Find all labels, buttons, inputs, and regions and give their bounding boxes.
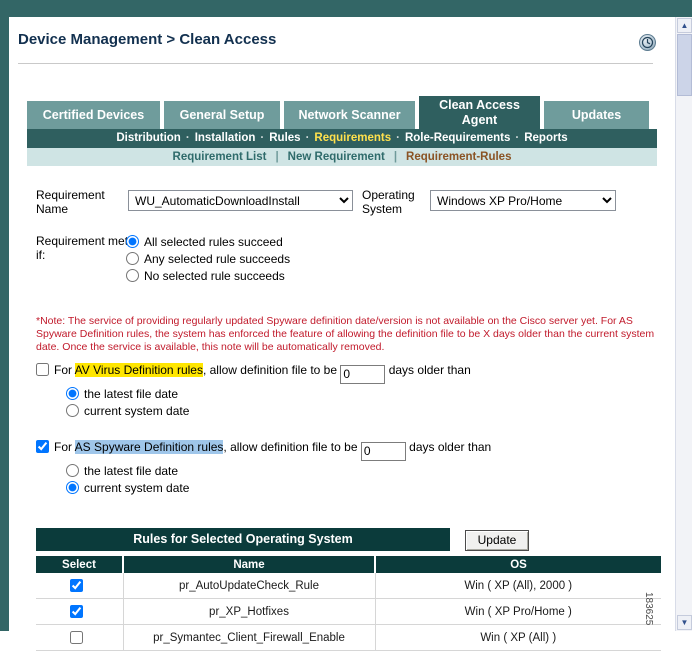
subnav-separator: · [260, 132, 265, 144]
av-date-basis-group [66, 386, 189, 420]
av-date-basis-option[interactable] [66, 403, 189, 420]
table-row [36, 573, 661, 599]
av-virus-definition-middle-text: , allow definition file to be [202, 363, 341, 377]
av-virus-definition-suffix-text: days older than [385, 363, 471, 377]
figure-reference: 183625 [643, 591, 654, 625]
as-date-basis-radio[interactable] [66, 481, 79, 494]
requirement-met-if-option[interactable] [126, 268, 290, 285]
subnav2-item-requirement-list[interactable]: Requirement List [172, 151, 267, 163]
subnav-separator: · [185, 132, 190, 144]
tab-certified-devices[interactable]: Certified Devices [27, 101, 160, 129]
av-date-basis-option[interactable] [66, 386, 189, 403]
as-spyware-definition-suffix-text: days older than [405, 440, 492, 454]
as-spyware-definition-checkbox[interactable] [36, 440, 49, 453]
rules-table [36, 556, 661, 651]
table-header-row [36, 556, 661, 573]
row-select-checkbox[interactable] [70, 631, 83, 644]
spyware-note: *Note: The service of providing regularly updated Spyware definition date/version is not available on the Cisco server yet. For AS Spyware Definition rules, the system has enforced the feature of allowing the definition file to be X days older than the current system date. Once the service is available, this note will be automatically removed. [36, 315, 655, 353]
column-header-name: Name [123, 556, 375, 573]
top-accent-bar [0, 0, 692, 17]
requirement-met-if-label: Any selected rule succeeds [144, 252, 291, 266]
requirement-met-if-label: All selected rules succeed [144, 235, 283, 249]
subnav2-item-requirement-rules[interactable]: Requirement-Rules [406, 151, 512, 163]
as-spyware-definition-row [36, 438, 491, 461]
subnav2-item-new-requirement[interactable]: New Requirement [287, 151, 385, 163]
requirement-name-select[interactable] [128, 190, 353, 211]
row-os-cell: Win ( XP Pro/Home ) [375, 599, 661, 625]
subnav-item-role-requirements[interactable]: Role-Requirements [404, 132, 511, 144]
subnav-item-distribution[interactable]: Distribution [116, 132, 181, 144]
tab-clean-access-agent[interactable]: Clean Access Agent [419, 96, 540, 129]
breadcrumb-root[interactable]: Device Management [18, 31, 163, 48]
requirement-met-if-group [126, 234, 290, 285]
as-date-basis-option[interactable] [66, 480, 189, 497]
av-date-basis-label: current system date [84, 404, 190, 418]
av-date-basis-label: the latest file date [84, 387, 179, 401]
requirement-met-if-radio[interactable] [126, 269, 139, 282]
tab-general-setup[interactable]: General Setup [164, 101, 280, 129]
tab-network-scanner[interactable]: Network Scanner [284, 101, 415, 129]
requirement-met-if-label: No selected rule succeeds [144, 269, 285, 283]
tab-bar [27, 96, 657, 129]
as-spyware-definition-highlight-text: AS Spyware Definition rules [74, 440, 224, 454]
av-virus-definition-prefix-text: For [54, 363, 75, 377]
table-body [36, 573, 661, 651]
subnav-item-installation[interactable]: Installation [194, 132, 256, 144]
subnav-item-requirements[interactable]: Requirements [314, 132, 392, 144]
requirement-met-if-option[interactable] [126, 234, 290, 251]
av-virus-definition-row [36, 361, 471, 384]
av-virus-definition-highlight-text: AV Virus Definition rules [74, 363, 203, 377]
requirement-name-label: Requirement Name [36, 188, 105, 216]
av-date-basis-radio[interactable] [66, 387, 79, 400]
subnav-separator: · [396, 132, 400, 144]
av-date-basis-radio[interactable] [66, 404, 79, 417]
breadcrumb-current: Clean Access [179, 31, 277, 48]
row-select-checkbox[interactable] [70, 579, 83, 592]
subnav-separator: · [515, 132, 520, 144]
table-row [36, 599, 661, 625]
row-select-cell [36, 573, 123, 599]
requirement-met-if-radio[interactable] [126, 252, 139, 265]
subnav-item-rules[interactable]: Rules [269, 132, 301, 144]
row-os-cell: Win ( XP (All) ) [375, 625, 661, 651]
as-spyware-definition-days-input[interactable] [361, 442, 406, 461]
column-header-os: OS [375, 556, 661, 573]
scroll-up-icon[interactable]: ▲ [677, 18, 692, 33]
requirement-met-if-option[interactable] [126, 251, 290, 268]
content-area [10, 18, 674, 644]
row-select-cell [36, 625, 123, 651]
as-date-basis-option[interactable] [66, 463, 189, 480]
row-os-cell: Win ( XP (All), 2000 ) [375, 573, 661, 599]
av-virus-definition-days-input[interactable] [340, 365, 385, 384]
breadcrumb-separator: > [166, 31, 176, 48]
row-name-cell: pr_XP_Hotfixes [123, 599, 375, 625]
requirement-met-if-label: Requirement met if: [36, 234, 129, 262]
subnav2-separator: | [393, 151, 398, 163]
operating-system-select[interactable] [430, 190, 616, 211]
row-name-cell: pr_Symantec_Client_Firewall_Enable [123, 625, 375, 651]
table-row [36, 625, 661, 651]
update-button[interactable]: Update [465, 530, 529, 551]
sub-navigation-secondary [27, 148, 657, 166]
refresh-icon[interactable] [639, 34, 656, 51]
as-date-basis-label: current system date [84, 481, 190, 495]
subnav2-separator: | [275, 151, 279, 163]
requirement-met-if-radio[interactable] [126, 235, 139, 248]
as-date-basis-group [66, 463, 189, 497]
as-spyware-definition-prefix-text: For [54, 440, 75, 454]
left-accent-strip [0, 17, 9, 631]
subnav-separator: · [305, 132, 310, 144]
breadcrumb [18, 31, 276, 48]
rules-table-title: Rules for Selected Operating System [36, 528, 450, 551]
sub-navigation-primary [27, 129, 657, 148]
header-divider [18, 63, 653, 64]
av-virus-definition-checkbox[interactable] [36, 363, 49, 376]
scrollbar-thumb[interactable] [677, 34, 692, 96]
tab-updates[interactable]: Updates [544, 101, 649, 129]
page-scrollbar[interactable] [675, 17, 692, 631]
row-select-checkbox[interactable] [70, 605, 83, 618]
subnav-item-reports[interactable]: Reports [524, 132, 568, 144]
operating-system-label: Operating System [362, 188, 415, 216]
scroll-down-icon[interactable]: ▼ [677, 615, 692, 630]
row-select-cell [36, 599, 123, 625]
as-date-basis-radio[interactable] [66, 464, 79, 477]
row-name-cell: pr_AutoUpdateCheck_Rule [123, 573, 375, 599]
as-spyware-definition-middle-text: , allow definition file to be [223, 440, 361, 454]
column-header-select: Select [36, 556, 123, 573]
as-date-basis-label: the latest file date [84, 464, 179, 478]
